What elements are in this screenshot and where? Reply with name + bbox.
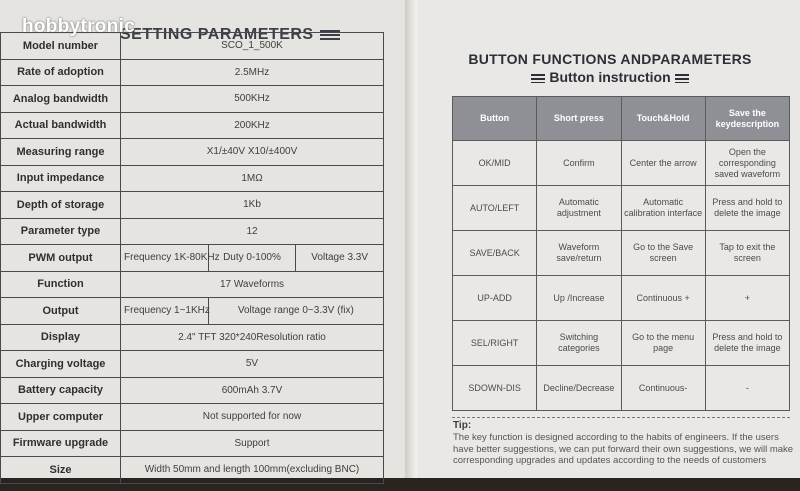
row-label: Upper computer: [1, 404, 121, 431]
table-row: [1, 430, 384, 457]
table-row: [453, 141, 790, 186]
table-cell: Up /Increase: [537, 276, 621, 321]
row-value: Support: [121, 430, 384, 457]
row-value: 600mAh 3.7V: [121, 377, 384, 404]
table-row: [1, 139, 384, 166]
column-header: Save the keydescription: [705, 97, 789, 141]
table-cell: SDOWN-DIS: [453, 366, 537, 411]
row-value: 2.5MHz: [121, 59, 384, 86]
table-row: [453, 276, 790, 321]
table-row: [1, 298, 384, 325]
table-row: [1, 165, 384, 192]
row-value: Width 50mm and length 100mm(excluding BNC): [121, 457, 384, 484]
subtitle-decoration-right: [675, 74, 689, 83]
table-cell: Center the arrow: [621, 141, 705, 186]
table-cell: Confirm: [537, 141, 621, 186]
row-value: SCO_1_500K: [121, 33, 384, 60]
row-label: Input impedance: [1, 165, 121, 192]
row-label: Measuring range: [1, 139, 121, 166]
table-row: [1, 351, 384, 378]
row-label: Model number: [1, 33, 121, 60]
row-value: 2.4" TFT 320*240Resolution ratio: [121, 324, 384, 351]
column-header: Touch&Hold: [621, 97, 705, 141]
row-value: Frequency 1~1KHz: [121, 298, 209, 325]
row-value: Frequency 1K-80KHz: [121, 245, 209, 272]
table-row: [453, 366, 790, 411]
table-cell: OK/MID: [453, 141, 537, 186]
table-row: [1, 324, 384, 351]
row-label: Battery capacity: [1, 377, 121, 404]
table-row: [1, 59, 384, 86]
table-cell: AUTO/LEFT: [453, 186, 537, 231]
table-cell: +: [705, 276, 789, 321]
table-row: [1, 192, 384, 219]
table-cell: Press and hold to delete the image: [705, 321, 789, 366]
row-label: PWM output: [1, 245, 121, 272]
subtitle-decoration-left: [531, 74, 545, 83]
row-value: 1MΩ: [121, 165, 384, 192]
table-cell: Go to the menu page: [621, 321, 705, 366]
row-label: Analog bandwidth: [1, 86, 121, 113]
table-cell: Automatic adjustment: [537, 186, 621, 231]
column-header: Short press: [537, 97, 621, 141]
row-value: 1Kb: [121, 192, 384, 219]
table-cell: Open the corresponding saved waveform: [705, 141, 789, 186]
row-label: Charging voltage: [1, 351, 121, 378]
tip-divider: [452, 417, 790, 418]
row-value: 17 Waveforms: [121, 271, 384, 298]
table-row: [1, 404, 384, 431]
row-value: Not supported for now: [121, 404, 384, 431]
table-cell: Continuous-: [621, 366, 705, 411]
table-cell: -: [705, 366, 789, 411]
row-value: 5V: [121, 351, 384, 378]
table-cell: Automatic calibration interface: [621, 186, 705, 231]
table-cell: Continuous +: [621, 276, 705, 321]
row-label: Depth of storage: [1, 192, 121, 219]
table-row: [453, 186, 790, 231]
row-value: X1/±40V X10/±400V: [121, 139, 384, 166]
row-label: Function: [1, 271, 121, 298]
table-header-row: [453, 97, 790, 141]
row-value: 500KHz: [121, 86, 384, 113]
row-value: 200KHz: [121, 112, 384, 139]
table-cell: Decline/Decrease: [537, 366, 621, 411]
button-functions-title: BUTTON FUNCTIONS ANDPARAMETERS: [468, 51, 752, 67]
setting-parameters-title: SETTING PARAMETERS: [120, 26, 340, 44]
table-row: [453, 321, 790, 366]
table-cell: SAVE/BACK: [453, 231, 537, 276]
row-label: Output: [1, 298, 121, 325]
table-cell: Waveform save/return: [537, 231, 621, 276]
table-row: [1, 457, 384, 484]
table-cell: SEL/RIGHT: [453, 321, 537, 366]
table-row: [1, 112, 384, 139]
row-label: Rate of adoption: [1, 59, 121, 86]
tip-label: Tip:: [453, 420, 472, 431]
button-instruction-subtitle: Button instruction: [420, 69, 800, 85]
table-cell: UP-ADD: [453, 276, 537, 321]
table-cell: Tap to exit the screen: [705, 231, 789, 276]
column-header: Button: [453, 97, 537, 141]
table-cell: Press and hold to delete the image: [705, 186, 789, 231]
row-label: Actual bandwidth: [1, 112, 121, 139]
table-row: [1, 86, 384, 113]
parameters-table: [0, 32, 384, 484]
table-row: [1, 218, 384, 245]
row-label: Parameter type: [1, 218, 121, 245]
table-cell: Go to the Save screen: [621, 231, 705, 276]
row-value: Voltage range 0~3.3V (fix): [208, 298, 383, 325]
row-label: Display: [1, 324, 121, 351]
table-row: [1, 271, 384, 298]
row-value: 12: [121, 218, 384, 245]
table-row: [453, 231, 790, 276]
hobbytronic-watermark: hobbytronic: [22, 16, 136, 37]
row-label: Firmware upgrade: [1, 430, 121, 457]
button-table: [452, 96, 790, 411]
tip-text: The key function is designed according to the habits of engineers. If the users have better suggestions, we can put forward their own suggestions, we will make corresponding upgrades and updates according to the needs of customers: [453, 432, 794, 466]
row-value: Duty 0-100%: [208, 245, 296, 272]
row-label: Size: [1, 457, 121, 484]
table-cell: Switching categories: [537, 321, 621, 366]
table-row: [1, 245, 384, 272]
row-value: Voltage 3.3V: [296, 245, 384, 272]
table-row: [1, 377, 384, 404]
